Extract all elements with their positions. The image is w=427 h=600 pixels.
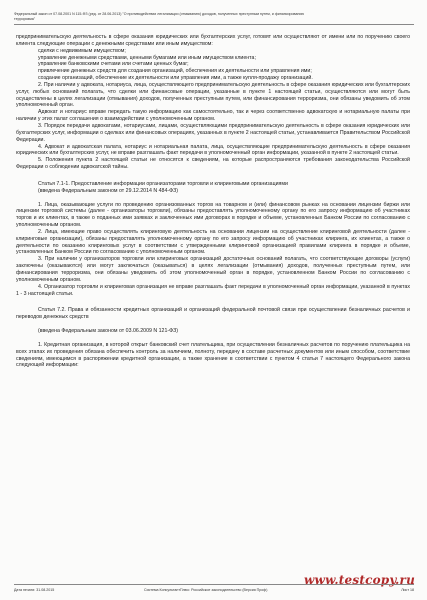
header-line-1: Федеральный закон от 07.08.2001 N 115-ФЗ (ред. от 28.06.2013) "О противодействии легализации (отмыванию) доходов, полученных преступным путем, и финансированию — [14, 12, 305, 16]
article-intro: (введена Федеральным законом от 03.06.2009 N 121-ФЗ) — [38, 328, 179, 335]
article-title: Статья 7.2. Права и обязанности кредитных организаций и организаций федеральной почтовой связи при осуществлении безналичных расчетов и переводов денежных средств — [16, 307, 410, 321]
paragraph: 2. Лица, имеющие право осуществлять клиринговую деятельность на основании лицензии на осуществление клиринговой деятельности (далее - клиринговые организации), обязаны предоставлять уполномоченному органу по его запросу информацию об участниках клиринга, их клиентах, а также о деятельности по оказанию клиринговых услуг в соответствии с утвержденными клиринговой организацией правилами клиринга в порядке и объеме, установленных Банком России по согласованию с уполномоченным органом. — [16, 228, 410, 256]
paragraph: предпринимательскую деятельность в сфере оказания юридических или бухгалтерских услуг, готовят или осуществляют от имени или по поручению своего клиента следующие операции с денежными средствами или иным имуществом: — [16, 34, 410, 47]
list-item: управление банковскими счетами или счетами ценных бумаг; — [38, 61, 189, 68]
list-item: управление денежными средствами, ценными бумагами или иным имуществом клиента; — [38, 54, 256, 61]
page-footer — [14, 584, 414, 592]
print-date: Дата печати: 31.08.2015 — [14, 588, 55, 592]
paragraph: 5. Положения пункта 2 настоящей статьи не относятся к сведениям, на которые распространяются требования законодательства Российской Федерации о соблюдении адвокатской тайны. — [16, 157, 410, 171]
paragraph: 4. Организатор торговли и клиринговая организация не вправе разглашать факт передачи в уполномоченный орган информации, указанной в пунктах 1 - 3 настоящей статьи. — [16, 283, 410, 297]
list-item: создание организаций, обеспечение их деятельности или управления ими, а также купля-продажу организаций. — [38, 75, 313, 82]
paragraph: 1. Кредитная организация, в которой открыт банковский счет плательщика, при осуществлении безналичных расчетов по поручению плательщика на всех этапах их проведения обязана обеспечить контроль за наличием, полноту, передачу в составе расчетных документов или иным способом, соответствие сведениям, имеющимся в распоряжении кредитной организации, а также хранение в соответствии с пунктом 4 статьи 7 настоящего Федерального закона следующей информации: — [16, 341, 410, 369]
list-item: привлечение денежных средств для создания организаций, обеспечения их деятельности или управления ими; — [38, 68, 312, 75]
article-title: Статья 7.1-1. Предоставление информации организаторами торговли и клиринговыми организациями — [38, 180, 288, 187]
header-line-2: терроризма" — [14, 16, 35, 21]
paragraph: 4. Адвокат и адвокатская палата, нотариус и нотариальная палата, лица, осуществляющие предпринимательскую деятельность в сфере оказания юридических или бухгалтерских услуг, не вправе разглашать факт передачи в уполномоченный орган информации, указанной в пункте 2 настоящей статьи. — [16, 143, 410, 157]
document-body — [16, 34, 410, 369]
paragraph: 3. При наличии у организаторов торговли или клиринговых организаций достаточных оснований полагать, что соответствующие договоры (услуги) заключены (оказываются) или могут заключаться (оказываться) в целях легализации (отмывания) доходов, полученных преступным путем, или финансирования терроризма, они обязаны уведомить об этом уполномоченный орган в порядке, установленном Банком России по согласованию с уполномоченным органом. — [16, 256, 410, 283]
paragraph: 3. Порядок передачи адвокатами, нотариусами, лицами, осуществляющими предпринимательскую деятельность в сфере оказания юридических или бухгалтерских услуг, информации о сделках или финансовых операциях, указанных в пункте 2 настоящей статьи, устанавливается Правительством Российской Федерации. — [16, 122, 410, 143]
paragraph: 2. При наличии у адвоката, нотариуса, лица, осуществляющего предпринимательскую деятельность в сфере оказания юридических или бухгалтерских услуг, любых оснований полагать, что сделки или финансовые операции, указанные в пункте 1 настоящей статьи, осуществляются или могут быть осуществлены в целях легализации (отмывания) доходов, полученных преступным путем, или финансирования терроризма, они обязаны уведомить об этом уполномоченный орган. — [16, 81, 410, 109]
page-header — [14, 12, 414, 25]
sheet-number: Лист 18 — [401, 588, 414, 592]
watermark: www.testcopy.ru — [304, 573, 415, 587]
paragraph: Адвокат и нотариус вправе передать такую информацию как самостоятельно, так и через соответственно адвокатскую и нотариальную палаты при наличии у этих палат соглашения о взаимодействии с уполномоченным органом. — [16, 109, 410, 123]
system-name: Система КонсультантПлюс: Российское законодательство (Версия Проф) — [144, 588, 268, 592]
article-intro: (введена Федеральным законом от 29.12.2014 N 484-ФЗ) — [38, 187, 179, 194]
list-item: сделки с недвижимым имуществом; — [38, 47, 126, 54]
paragraph: 1. Лица, оказывающие услуги по проведению организованных торгов на товарном и (или) финансовом рынках на основании лицензии биржи или лицензии торговой системы (далее - организаторы торговли), обязаны предоставлять уполномоченному органу по его запросу информацию об участниках торгов и их клиентах, в также о поданных ими заявках и заключенных ими договорах в порядке и объеме, установленных Банком России по согласованию с уполномоченным органом. — [16, 201, 410, 229]
